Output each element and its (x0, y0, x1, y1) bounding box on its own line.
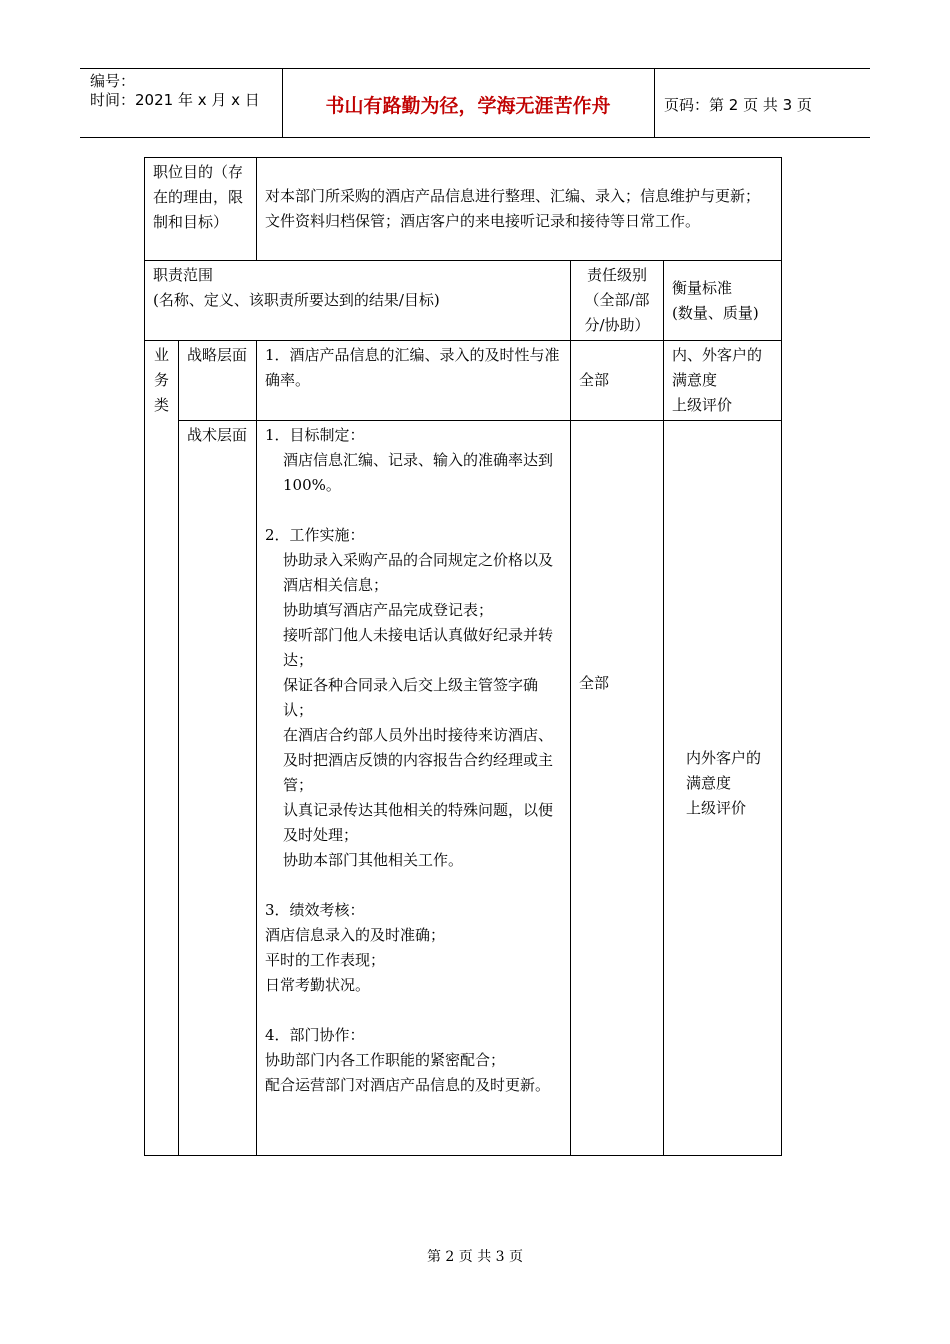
job-description-table (144, 157, 782, 1156)
section-title: 2．工作实施： (265, 526, 365, 544)
tactical-label: 战术层面 (179, 421, 257, 1156)
list-item: 在酒店合约部人员外出时接待来访酒店、及时把酒店反馈的内容报告合约经理或主管； (283, 726, 554, 794)
list-item: 协助部门内各工作职能的紧密配合； (265, 1051, 506, 1069)
list-item: 协助录入采购产品的合同规定之价格以及酒店相关信息； (283, 551, 554, 594)
list-item: 保证各种合同录入后交上级主管签字确认； (283, 676, 539, 719)
section-title: 3．绩效考核： (265, 901, 365, 919)
list-item: 配合运营部门对酒店产品信息的及时更新。 (265, 1076, 551, 1094)
purpose-text: 对本部门所采购的酒店产品信息进行整理、汇编、录入；信息维护与更新；文件资料归档保管；酒店客户的来电接听记录和接待等日常工作。 (257, 158, 782, 261)
list-item: 协助本部门其他相关工作。 (283, 851, 464, 869)
measure-header-title: 衡量标准 (672, 278, 733, 297)
list-item: 认真记录传达其他相关的特殊问题，以便及时处理； (283, 801, 554, 844)
section-title: 4．部门协作： (265, 1026, 365, 1044)
tactical-measure (664, 421, 782, 1156)
header-meta (90, 72, 260, 110)
scope-header (145, 261, 571, 341)
strategic-label: 战略层面 (179, 341, 257, 421)
level-header-title: 责任级别 (587, 266, 648, 284)
tactical-content (257, 421, 571, 1156)
measure-header-sub: (数量、质量) (672, 303, 759, 322)
header-page: 页码：第 2 页 共 3 页 (664, 96, 812, 114)
list-item: 协助填写酒店产品完成登记表； (283, 601, 494, 619)
level-header-sub: （全部/部分/协助） (584, 291, 650, 334)
list-item: 酒店信息汇编、记录、输入的准确率达到 100%。 (283, 451, 554, 494)
purpose-row (145, 158, 782, 261)
level-header (571, 261, 664, 341)
category-cell: 业务类 (145, 341, 179, 1156)
page-header (80, 68, 870, 138)
purpose-label: 职位目的（存在的理由，限制和目标） (145, 158, 257, 261)
scope-label: 职责范围 (153, 266, 214, 284)
strategic-level: 全部 (571, 341, 664, 421)
tactical-measure-satisfaction: 内外客户的满意度 (686, 749, 762, 792)
strategic-row (145, 341, 782, 421)
section-title: 1．目标制定： (265, 426, 365, 444)
tactical-row (145, 421, 782, 1156)
doc-time: 时间：2021 年 x 月 x 日 (90, 91, 260, 109)
strategic-measure (664, 341, 782, 421)
tactical-level: 全部 (571, 421, 664, 1156)
list-item: 日常考勤状况。 (265, 976, 371, 994)
list-item: 平时的工作表现； (265, 951, 386, 969)
strategic-text: 1．酒店产品信息的汇编、录入的及时性与准确率。 (257, 341, 571, 421)
page-footer: 第 2 页 共 3 页 (426, 1249, 524, 1265)
strategic-measure-satisfaction: 内、外客户的满意度 (672, 346, 763, 389)
measure-header (664, 261, 782, 341)
strategic-measure-review: 上级评价 (672, 396, 733, 414)
tactical-measure-review: 上级评价 (686, 799, 747, 817)
scope-sublabel: (名称、定义、该职责所要达到的结果/目标) (153, 291, 440, 309)
header-divider (654, 69, 655, 137)
scope-header-row (145, 261, 782, 341)
list-item: 酒店信息录入的及时准确； (265, 926, 446, 944)
list-item: 接听部门他人未接电话认真做好纪录并转达； (283, 626, 554, 669)
header-motto: 书山有路勤为径，学海无涯苦作舟 (325, 95, 611, 117)
doc-number: 编号： (90, 72, 136, 90)
